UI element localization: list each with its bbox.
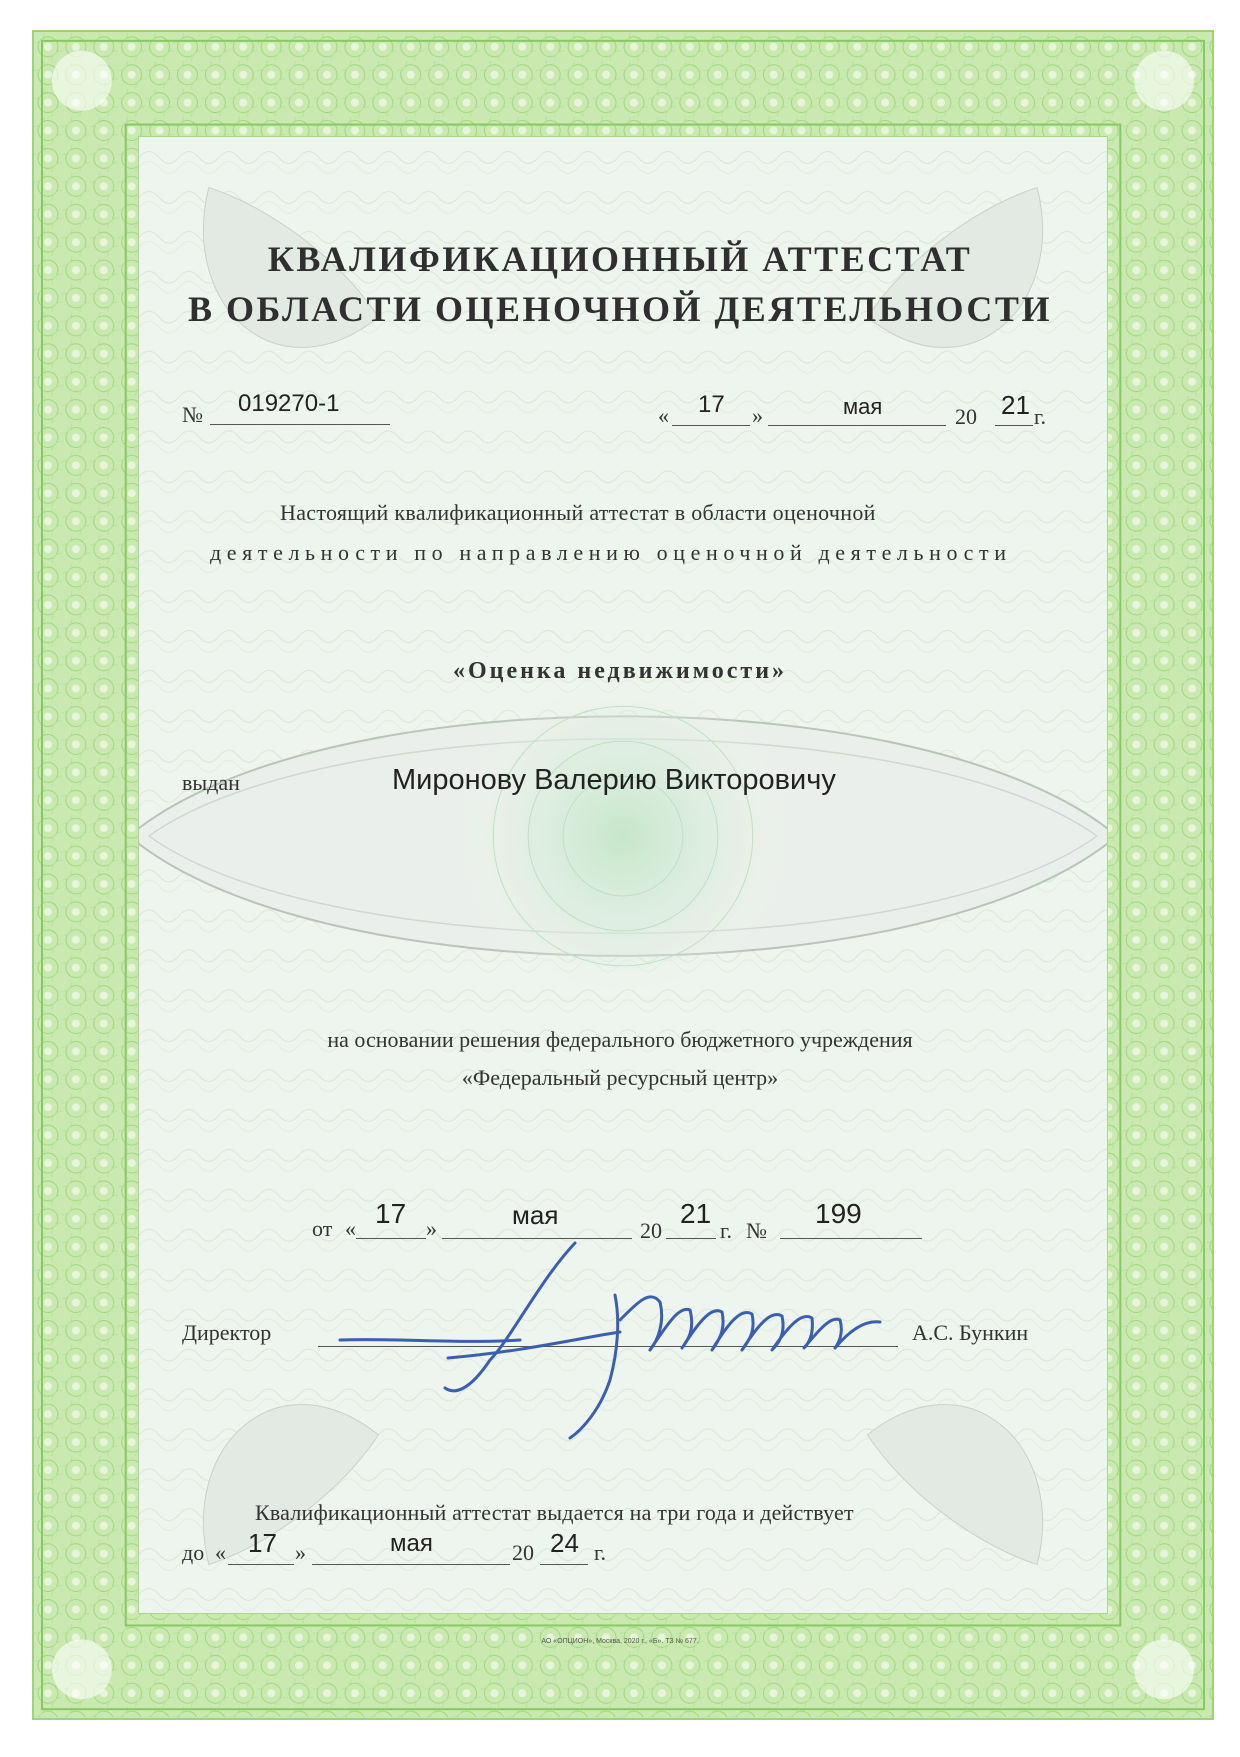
issue-day-underline (672, 425, 750, 426)
valid-day-underline (228, 1564, 294, 1565)
issue-close-quote: » (752, 403, 763, 428)
certificate-title-line2: В ОБЛАСТИ ОЦЕНОЧНОЙ ДЕЯТЕЛЬНОСТИ (188, 289, 1052, 329)
number-underline (210, 424, 390, 425)
director-name: А.С. Бункин (912, 1320, 1029, 1345)
valid-year-prefix: 20 (512, 1540, 534, 1565)
body-text-line1: Настоящий квалификационный аттестат в области оценочной (280, 500, 876, 525)
valid-month-underline (312, 1564, 510, 1565)
issue-month: мая (843, 394, 883, 419)
decision-year-underline (666, 1238, 716, 1239)
issue-year-suffix: 21 (1001, 390, 1030, 420)
assessment-direction: «Оценка недвижимости» (452, 658, 788, 684)
number-label: № (182, 402, 203, 427)
valid-month: мая (390, 1530, 433, 1557)
decision-day-underline (356, 1238, 426, 1239)
valid-day: 17 (248, 1528, 277, 1558)
decision-year-unit: г. (720, 1218, 733, 1243)
decision-year-suffix: 21 (680, 1198, 712, 1229)
decision-number: 199 (815, 1198, 862, 1229)
decision-number-underline (780, 1238, 922, 1239)
issued-label: выдан (182, 770, 240, 795)
valid-year-underline (540, 1564, 588, 1565)
valid-year-unit: г. (594, 1540, 607, 1565)
issue-month-underline (768, 425, 946, 426)
decision-month-underline (442, 1238, 632, 1239)
issue-day: 17 (698, 391, 725, 418)
basis-text-line2: «Федеральный ресурсный центр» (461, 1065, 779, 1090)
decision-from-label: от (312, 1216, 333, 1241)
director-signature (320, 1240, 910, 1450)
printer-imprint: АО «ОПЦИОН», Москва, 2020 г., «Б». ТЗ № 677. (541, 1638, 699, 1645)
decision-month: мая (512, 1200, 559, 1230)
decision-number-label: № (746, 1218, 767, 1243)
holder-name: Миронову Валерию Викторовичу (392, 764, 836, 796)
director-label: Директор (182, 1320, 272, 1345)
validity-text: Квалификационный аттестат выдается на три года и действует (255, 1500, 854, 1525)
issue-year-underline (995, 425, 1033, 426)
decision-close-quote: » (426, 1216, 437, 1241)
decision-day: 17 (375, 1198, 407, 1229)
issue-year-unit: г. (1034, 404, 1047, 429)
valid-open-quote: « (215, 1540, 226, 1565)
decision-open-quote: « (345, 1216, 356, 1241)
issue-open-quote: « (658, 403, 669, 428)
valid-year-suffix: 24 (550, 1528, 579, 1558)
decision-year-prefix: 20 (640, 1218, 662, 1243)
certificate-title-line1: КВАЛИФИКАЦИОННЫЙ АТТЕСТАТ (267, 239, 973, 279)
certificate-number: 019270-1 (238, 390, 340, 417)
valid-until-label: до (182, 1540, 205, 1565)
basis-text-line1: на основании решения федерального бюджетного учреждения (327, 1027, 913, 1052)
issue-year-prefix: 20 (955, 404, 977, 429)
certificate-border (32, 30, 1214, 1720)
valid-close-quote: » (295, 1540, 306, 1565)
body-text-line2: деятельности по направлению оценочной деятельности (210, 540, 1012, 565)
